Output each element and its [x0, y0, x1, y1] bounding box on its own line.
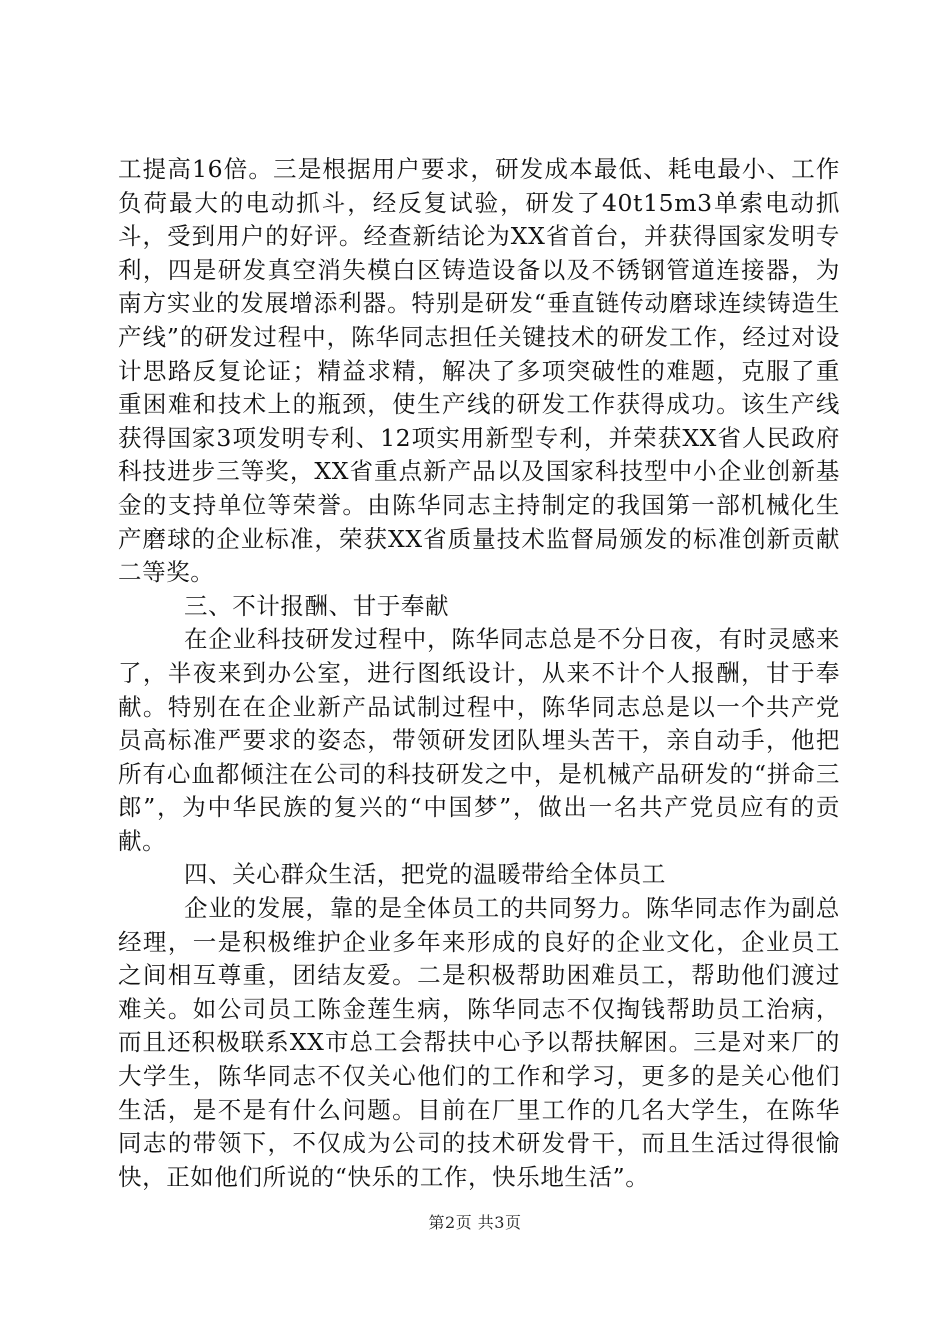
document-body — [118, 153, 840, 1194]
paragraph-care-for-staff: 企业的发展，靠的是全体员工的共同努力。陈华同志作为副总经理，一是积极维护企业多年来形成的良好的企业文化，企业员工之间相互尊重，团结友爱。二是积极帮助困难员工，帮助他们渡过难关。如公司员工陈金莲生病，陈华同志不仅掏钱帮助员工治病，而且还积极联系XX市总工会帮扶中心予以帮扶解困。三是对来厂的大学生，陈华同志不仅关心他们的工作和学习，更多的是关心他们生活，是不是有什么问题。目前在厂里工作的几名大学生，在陈华同志的带领下，不仅成为公司的技术研发骨干，而且生活过得很愉快，正如他们所说的“快乐的工作，快乐地生活”。 — [118, 894, 840, 1191]
section-heading-care-for-staff: 四、关心群众生活，把党的温暖带给全体员工 — [184, 860, 666, 889]
page-footer: 第2页 共3页 — [428, 1213, 522, 1232]
section-heading-dedication: 三、不计报酬、甘于奉献 — [184, 591, 450, 620]
paragraph-dedication: 在企业科技研发过程中，陈华同志总是不分日夜，有时灵感来了，半夜来到办公室，进行图纸设计，从来不计个人报酬，甘于奉献。特别在在企业新产品试制过程中，陈华同志总是以一个共产党员高标准严要求的姿态，带领研发团队埋头苦干，亲自动手，他把所有心血都倾注在公司的科技研发之中，是机械产品研发的“拼命三郎”，为中华民族的复兴的“中国梦”，做出一名共产党员应有的贡献。 — [118, 625, 840, 855]
paragraph-research-achievements: 工提高16倍。三是根据用户要求，研发成本最低、耗电最小、工作负荷最大的电动抓斗，经反复试验，研发了40t15m3单索电动抓斗，受到用户的好评。经查新结论为XX省首台，并获得国家发明专利，四是研发真空消失模白区铸造设备以及不锈钢管道连接器，为南方实业的发展增添利器。特别是研发“垂直链传动磨球连续铸造生产线”的研发过程中，陈华同志担任关键技术的研发工作，经过对设计思路反复论证；精益求精，解决了多项突破性的难题，克服了重重困难和技术上的瓶颈，使生产线的研发工作获得成功。该生产线获得国家3项发明专利、12项实用新型专利，并荣获XX省人民政府科技进步三等奖，XX省重点新产品以及国家科技型中小企业创新基金的支持单位等荣誉。由陈华同志主持制定的我国第一部机械化生产磨球的企业标准，荣获XX省质量技术监督局颁发的标准创新贡献二等奖。 — [118, 155, 840, 587]
